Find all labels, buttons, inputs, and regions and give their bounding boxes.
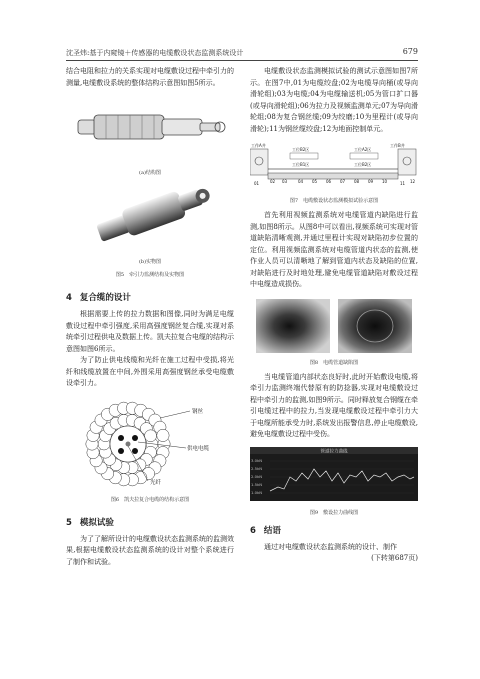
figure-9 — [250, 447, 418, 516]
fig7-number-label: 05 — [312, 179, 318, 184]
section-6-title: 结语 — [263, 525, 281, 536]
right-paragraph-1: 电缆敷设状态监测模拟试验的测试示意图如图7所示。在图7中,01为电缆绞盘;02为电缆导向桶(或导向滑轮组);03为电缆;04为电缆输送机;05为管口扩口器(或导向滑轮组);06为拉力及视频监测单元;07为导向滑轮组;08为复合钢丝缆;09为绞磨;10为里程计(或导向滑轮);11为钢丝缆绞盘;12为地面控制单元。 — [250, 67, 418, 133]
fig7-number-label: 04 — [298, 179, 304, 184]
fig7-number-label: 06 — [326, 179, 332, 184]
right-paragraph-4: 通过对电缆敷设状态监测系统的设计、制作 — [264, 542, 397, 551]
fig7-number-label: 03 — [282, 179, 288, 184]
page-number: 679 — [402, 47, 418, 56]
fig7-number-label: 09 — [368, 179, 374, 184]
right-column — [250, 66, 418, 563]
left-column — [66, 66, 234, 568]
fig6-caption: 图6 凯夫拉复合电缆的结构示意图 — [110, 496, 190, 503]
section-4-number: 4 — [66, 293, 72, 303]
section-5-heading — [66, 516, 234, 528]
fig8-caption: 图8 电缆管道缺陷图 — [309, 359, 359, 366]
steel-wire — [157, 429, 169, 441]
fig7-number-label: 10 — [382, 179, 388, 184]
fig7-pipe-a: 工位A2区 — [354, 147, 372, 152]
section-5-paragraph-1: 为了了解所设计的电缆敷设状态监测系统的监测效果,根据电缆敷设状态监测系统的设计对整个系统进行了制作和试验。 — [66, 534, 234, 566]
fig5-photo — [66, 176, 234, 254]
fig9-y-tick: 1.5kN — [251, 481, 263, 487]
figure-8 — [250, 297, 418, 366]
fig7-well-a: 工作A井 — [251, 143, 266, 148]
section-6-number: 6 — [250, 525, 256, 536]
fig7-number-label: 07 — [340, 179, 346, 184]
section-6-heading — [250, 524, 418, 536]
fig7-pipe-mid1: 工位B1区 — [292, 162, 310, 167]
steel-wire — [145, 429, 157, 441]
fig6-label-steel: 钢丝 — [192, 408, 204, 415]
section-5-title: 模拟试验 — [79, 517, 114, 528]
right-paragraph-3: 当电缆管道内部状态良好时,此时开始敷设电缆,将牵引力监测终端代替原有的防捻器,实现对电缆敷设过程中牵引力的监测,如图9所示。同时释放复合钢缆在牵引电缆过程中的拉力,当发现电缆敷设过程中牵引力大于电缆所能承受力时,系统发出报警信息,停止电缆敷设,避免电缆敷设过程中受伤。 — [250, 372, 418, 438]
fig7-number-label: 02 — [270, 179, 276, 184]
fig9-panel-title: 管道拉力曲线 — [320, 449, 348, 454]
fig6-cable-cross-section — [66, 396, 234, 492]
fig7-number-label: 12 — [410, 179, 416, 184]
fig9-y-tick: 1.0kN — [251, 489, 263, 495]
header-rule — [66, 60, 418, 61]
fig6-label-fiber: 光纤 — [150, 479, 162, 486]
fig9-caption: 图9 敷设拉力曲线图 — [309, 509, 359, 516]
fig7-number-label: 08 — [354, 179, 360, 184]
fig9-y-tick: 2.5kN — [251, 465, 263, 471]
section-4-heading — [66, 291, 234, 303]
continued-note: (下转第687页) — [371, 554, 418, 562]
fig7-number-label: 11 — [400, 181, 406, 186]
fig7-caption: 图7 电缆敷设状态监测模拟试验示意图 — [289, 198, 379, 204]
section-4-paragraph-1: 根据需要上传的拉力数据和图像,同时为满足电缆敷设过程中牵引强度,采用高强度钢丝复合缆,实现对系统牵引过程供电及数据上传。凯夫拉复合电缆的结构示意图如图6所示。 — [66, 310, 234, 353]
fig7-pipe-b: 工位B2区 — [292, 147, 310, 152]
fig9-y-tick: 3.0kN — [251, 457, 263, 463]
fig7-number-label: 01 — [254, 181, 260, 186]
fig5-subcaption-b: (b)实物图 — [138, 259, 162, 265]
fig7-well-b: 工作B井 — [390, 143, 405, 148]
fig5-subcaption-a: (a)结构图 — [139, 170, 161, 176]
fig7-number-labels — [254, 179, 416, 186]
running-title: 沈圣炜:基于内窥镜＋传感器的电缆敷设状态监测系统设计 — [66, 49, 244, 57]
figure-5 — [66, 95, 234, 278]
fig5-structure-drawing — [66, 95, 234, 165]
section-5-number: 5 — [66, 517, 72, 528]
fig6-label-power: 供电电缆 — [187, 445, 210, 452]
section-4-paragraph-2: 为了防止供电线缆和光纤在施工过程中受损,将光纤和线缆放置在中间,外围采用高强度钢丝承受电缆敷设牵引力。 — [66, 356, 234, 387]
figure-6 — [66, 396, 234, 503]
fig8-pipe-defect-photos — [250, 297, 418, 355]
right-paragraph-2: 首先利用视频监测系统对电缆管道内缺陷进行监测,如图8所示。从图8中可以看出,视频系统可实现对管道缺陷清晰观测,并通过里程计实现对缺陷初步位置的定位。利用视频监测系统对电缆管道内状态的监测,使作业人员可以清晰地了解到管道内状态及缺陷的位置,对缺陷进行及时地处理,避免电缆管道缺陷对敷设过程中电缆造成损伤。 — [250, 211, 418, 288]
fig7-test-diagram — [250, 139, 418, 189]
fig7-pipe-mid2: 工位B2区 — [354, 162, 372, 167]
running-header — [66, 45, 418, 59]
intro-paragraph: 结合电阻和拉力的关系实现对电缆敷设过程中牵引力的测量,电缆敷设系统的整体结构示意图如图5所示。 — [66, 67, 234, 87]
figure-7 — [250, 139, 418, 204]
fig9-y-tick: 2.0kN — [251, 473, 263, 479]
fig9-tension-curve — [250, 447, 418, 501]
section-4-title: 复合缆的设计 — [79, 293, 131, 303]
fig5-caption: 图5 牵引力监测结构及实物图 — [115, 272, 185, 278]
